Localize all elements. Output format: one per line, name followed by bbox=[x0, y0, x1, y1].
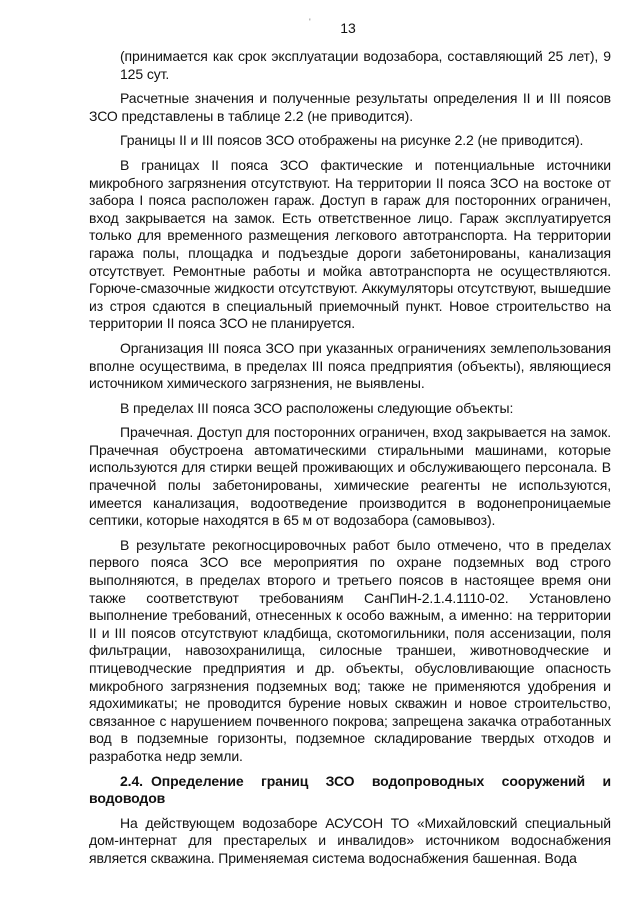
paragraph-zone-ii-sources: В границах II пояса ЗСО фактические и потенциальные источники микробного загрязнения отсутствуют. На территории II пояса ЗСО на востоке от забора I пояса расположен гараж. Доступ в гараж для посторонних ограничен, вход закрывается на замок. Есть ответственное лицо. Гараж эксплуатируется только для временного размещения легкового автотранспорта. На территории гаража полы, площадка и подъездые дороги забетонированы, канализация отсутствует. Ремонтные работы и мойка автотранспорта не осуществляются. Горюче-смазочные жидкости отсутствуют. Аккумуляторы отсутствуют, вышедшие из строя сдаются в специальный приемочный пункт. Новое строительство на территории II пояса ЗСО не планируется. bbox=[89, 156, 611, 332]
section-title: Определение границ ЗСО водопроводных сооружений и водоводов bbox=[89, 772, 611, 807]
paragraph-zone-iii-objects-intro: В пределах III пояса ЗСО расположены следующие объекты: bbox=[120, 399, 514, 416]
paragraph-water-intake: На действующем водозаборе АСУСОН ТО «Михайловский специальный дом-интернат для престарелых и инвалидов» источником водоснабжения является скважина. Применяемая система водоснабжения башенная. Вода bbox=[89, 814, 611, 866]
scan-speck: ' bbox=[309, 17, 311, 27]
paragraph-zone-boundaries: Границы II и III поясов ЗСО отображены на рисунке 2.2 (не приводится). bbox=[120, 132, 584, 149]
paragraph-reconnaissance: В результате рекогносцировочных работ было отмечено, что в пределах первого пояса ЗСО все мероприятия по охране подземных вод строго выполняются, в пределах второго и третьего поясов в настоящее время они также соответствуют требованиям СанПиН-2.1.4.1110-02. Установлено выполнение требований, отнесенных к особо важным, а именно: на территории II и III поясов отсутствуют кладбища, скотомогильники, поля ассенизации, поля фильтрации, навозохранилища, силосные траншеи, животноводческие и птицеводческие предприятия и др. объекты, обусловливающие опасность микробного загрязнения подземных вод; также не применяются удобрения и ядохимикаты; не проводится бурение новых скважин и новое строительство, связанное с нарушением почвенного покрова; запрещена закачка отработанных вод в подземные горизонты, подземное складирование твердых отходов и разработка недр земли. bbox=[89, 536, 611, 764]
section-heading bbox=[89, 773, 611, 808]
page-number: 13 bbox=[340, 20, 356, 36]
document-body bbox=[89, 48, 611, 875]
paragraph-continuation: (принимается как срок эксплуатации водозабора, составляющий 25 лет), 9 125 сут. bbox=[120, 48, 611, 82]
paragraph-calculated-values: Расчетные значения и полученные результаты определения II и III поясов ЗСО представлены в таблице 2.2 (не приводится). bbox=[89, 90, 611, 124]
paragraph-zone-iii-organization: Организация III пояса ЗСО при указанных ограничениях землепользования вполне осуществима, в пределах III пояса предприятия (объекты), являющиеся источником химического загрязнения, не выявлены. bbox=[89, 339, 611, 392]
section-number: 2.4. bbox=[120, 772, 143, 789]
paragraph-laundry: Прачечная. Доступ для посторонних ограничен, вход закрывается на замок. Прачечная обустроена автоматическими стиральными машинами, которые используются для стирки вещей проживающих и обслуживающего персонала. В прачечной полы забетонированы, химические реагенты не используются, имеется канализация, водоотведение производится в водонепроницаемые септики, которые находятся в 65 м от водозабора (самовывоз). bbox=[89, 424, 611, 529]
